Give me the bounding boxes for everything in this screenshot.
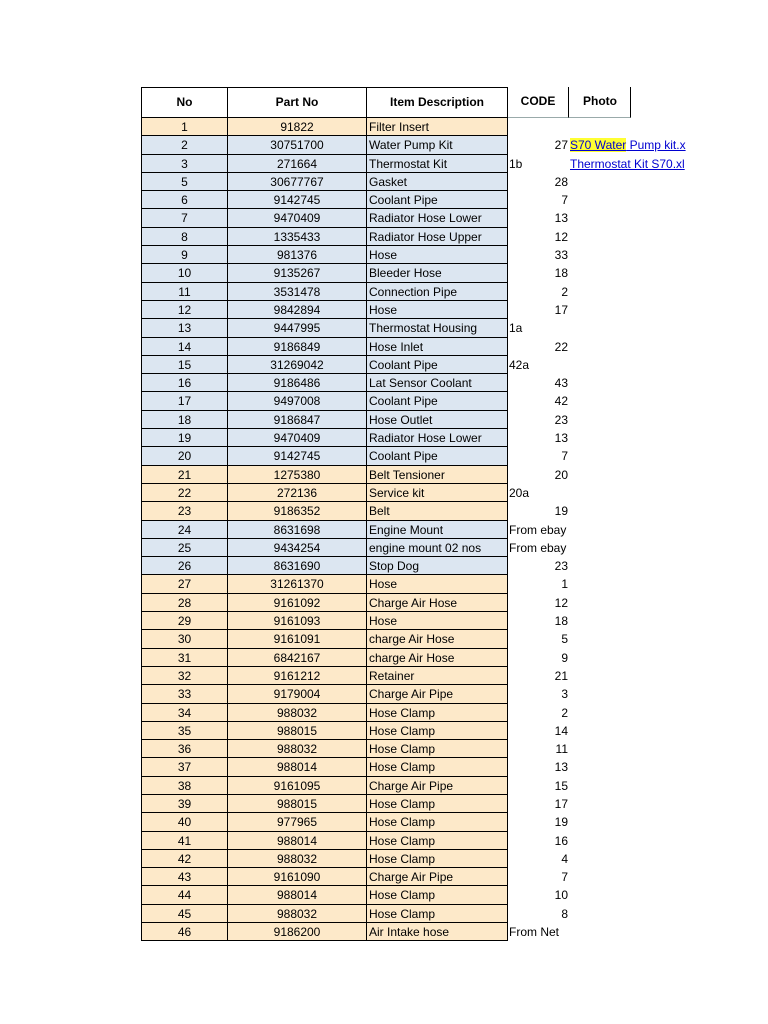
cell-no[interactable]: 35 (141, 722, 227, 740)
cell-code[interactable]: 20a (509, 485, 530, 500)
cell-part-no[interactable]: 9179004 (227, 685, 366, 703)
photo-link[interactable]: Pump kit.x (626, 138, 686, 153)
cell-no[interactable]: 10 (141, 264, 227, 282)
cell-photo[interactable] (569, 466, 699, 484)
cell-no[interactable]: 11 (141, 283, 227, 301)
table-row (141, 447, 699, 465)
cell-photo[interactable] (569, 502, 699, 520)
cell-no[interactable]: 20 (141, 447, 227, 465)
cell-no[interactable]: 29 (141, 612, 227, 630)
cell-item-description[interactable]: Belt (366, 502, 508, 520)
table-row (141, 795, 699, 813)
cell-item-description[interactable]: Hose Clamp (366, 795, 508, 813)
cell-no[interactable]: 24 (141, 521, 227, 539)
cell-item-description[interactable]: Hose Inlet (366, 338, 508, 356)
cell-photo[interactable] (569, 484, 699, 502)
cell-no[interactable]: 31 (141, 649, 227, 667)
cell-code[interactable]: 12 (554, 229, 568, 244)
cell-photo[interactable] (569, 283, 699, 301)
cell-no[interactable]: 39 (141, 795, 227, 813)
cell-code[interactable]: 5 (561, 632, 568, 647)
table-row (141, 429, 699, 447)
cell-code[interactable]: 17 (554, 302, 568, 317)
cell-code[interactable]: 11 (555, 742, 568, 757)
table-row (141, 630, 699, 648)
cell-no[interactable]: 32 (141, 667, 227, 685)
cell-item-description[interactable]: Radiator Hose Upper (366, 228, 508, 246)
cell-part-no[interactable]: 8631690 (227, 557, 366, 575)
cell-no[interactable]: 30 (141, 630, 227, 648)
cell-code[interactable]: From ebay (509, 540, 567, 555)
cell-photo[interactable] (569, 246, 699, 264)
cell-no[interactable]: 44 (141, 886, 227, 904)
cell-photo[interactable] (569, 173, 699, 191)
cell-part-no[interactable]: 3531478 (227, 283, 366, 301)
cell-code[interactable]: 3 (561, 687, 568, 702)
cell-item-description[interactable]: Service kit (366, 484, 508, 502)
cell-part-no[interactable]: 272136 (227, 484, 366, 502)
table-row (141, 356, 699, 374)
cell-photo[interactable] (569, 795, 699, 813)
cell-part-no[interactable]: 988015 (227, 795, 366, 813)
cell-code[interactable]: 14 (554, 723, 568, 738)
cell-photo[interactable] (569, 557, 699, 575)
cell-no[interactable]: 36 (141, 740, 227, 758)
table-row (141, 868, 699, 886)
table-row (141, 905, 699, 923)
cell-item-description[interactable]: Coolant Pipe (366, 356, 508, 374)
cell-no[interactable]: 40 (141, 813, 227, 831)
cell-item-description[interactable]: Hose Clamp (366, 886, 508, 904)
cell-item-description[interactable]: Thermostat Kit (366, 155, 508, 173)
table-row (141, 209, 699, 227)
cell-item-description[interactable]: Hose Clamp (366, 813, 508, 831)
cell-photo[interactable] (569, 374, 699, 392)
cell-part-no[interactable]: 988032 (227, 704, 366, 722)
table-row (141, 136, 699, 154)
table-row (141, 484, 699, 502)
cell-part-no[interactable]: 30751700 (227, 136, 366, 154)
table-body (141, 118, 699, 941)
cell-no[interactable]: 12 (141, 301, 227, 319)
table-row (141, 319, 699, 337)
cell-item-description[interactable]: Bleeder Hose (366, 264, 508, 282)
table-row (141, 758, 699, 776)
cell-photo[interactable] (569, 667, 699, 685)
table-row (141, 649, 699, 667)
cell-item-description[interactable]: Connection Pipe (366, 283, 508, 301)
cell-no[interactable]: 1 (141, 118, 227, 136)
table-row (141, 521, 699, 539)
cell-code[interactable]: 23 (554, 412, 568, 427)
cell-part-no[interactable]: 271664 (227, 155, 366, 173)
cell-item-description[interactable]: Water Pump Kit (366, 136, 508, 154)
cell-code[interactable]: 1 (561, 577, 568, 592)
cell-part-no[interactable]: 9434254 (227, 539, 366, 557)
cell-photo[interactable] (569, 301, 699, 319)
cell-no[interactable]: 5 (141, 173, 227, 191)
cell-code[interactable]: 9 (561, 650, 568, 665)
cell-part-no[interactable]: 9470409 (227, 429, 366, 447)
cell-item-description[interactable]: Engine Mount (366, 521, 508, 539)
cell-item-description[interactable]: Charge Air Pipe (366, 685, 508, 703)
cell-item-description[interactable]: Hose Clamp (366, 704, 508, 722)
table-row (141, 685, 699, 703)
cell-code[interactable]: 19 (554, 504, 568, 519)
cell-photo[interactable] (569, 722, 699, 740)
table-row (141, 264, 699, 282)
cell-no[interactable]: 3 (141, 155, 227, 173)
cell-item-description[interactable]: charge Air Hose (366, 630, 508, 648)
cell-part-no[interactable]: 9161095 (227, 777, 366, 795)
cell-code[interactable]: 7 (561, 193, 568, 208)
cell-photo[interactable] (569, 649, 699, 667)
cell-item-description[interactable]: Hose Clamp (366, 722, 508, 740)
photo-link-highlight[interactable]: S70 Water (570, 138, 627, 153)
cell-part-no[interactable]: 9142745 (227, 447, 366, 465)
cell-code[interactable]: 15 (554, 778, 568, 793)
cell-item-description[interactable]: Hose (366, 246, 508, 264)
cell-code[interactable]: 20 (554, 467, 568, 482)
cell-photo[interactable] (569, 118, 699, 136)
cell-photo[interactable] (569, 850, 699, 868)
cell-item-description[interactable]: Stop Dog (366, 557, 508, 575)
cell-code[interactable]: 8 (561, 906, 568, 921)
cell-photo[interactable] (569, 338, 699, 356)
cell-photo[interactable] (569, 521, 699, 539)
table-row (141, 594, 699, 612)
cell-part-no[interactable]: 91822 (227, 118, 366, 136)
cell-code[interactable]: 13 (554, 760, 568, 775)
cell-no[interactable]: 26 (141, 557, 227, 575)
cell-part-no[interactable]: 9186200 (227, 923, 366, 941)
table-row (141, 466, 699, 484)
cell-code[interactable]: From Net (509, 925, 560, 940)
cell-part-no[interactable]: 9161090 (227, 868, 366, 886)
cell-no[interactable]: 6 (141, 191, 227, 209)
cell-photo[interactable] (569, 209, 699, 227)
cell-no[interactable]: 37 (141, 758, 227, 776)
table-row (141, 155, 699, 173)
table-row (141, 502, 699, 520)
header-part-no[interactable]: Part No (227, 87, 366, 118)
cell-no[interactable]: 13 (141, 319, 227, 337)
table-row (141, 191, 699, 209)
table-row (141, 704, 699, 722)
cell-part-no[interactable]: 9470409 (227, 209, 366, 227)
cell-part-no[interactable]: 977965 (227, 813, 366, 831)
cell-part-no[interactable]: 31269042 (227, 356, 366, 374)
cell-item-description[interactable]: Radiator Hose Lower (366, 429, 508, 447)
cell-photo[interactable] (569, 319, 699, 337)
cell-code[interactable]: 27 (554, 138, 568, 153)
parts-table (141, 87, 699, 941)
cell-no[interactable]: 23 (141, 502, 227, 520)
cell-photo[interactable] (569, 264, 699, 282)
cell-part-no[interactable]: 9142745 (227, 191, 366, 209)
cell-photo[interactable] (569, 704, 699, 722)
cell-item-description[interactable]: Hose Clamp (366, 850, 508, 868)
cell-code[interactable]: From ebay (509, 522, 567, 537)
cell-item-description[interactable]: Hose Outlet (366, 411, 508, 429)
cell-no[interactable]: 21 (141, 466, 227, 484)
cell-code[interactable]: 7 (561, 449, 568, 464)
table-row (141, 886, 699, 904)
cell-part-no[interactable]: 988014 (227, 758, 366, 776)
table-row (141, 813, 699, 831)
cell-part-no[interactable]: 9186352 (227, 502, 366, 520)
header-no[interactable]: No (141, 87, 227, 118)
cell-item-description[interactable]: Hose Clamp (366, 832, 508, 850)
cell-code[interactable]: 16 (554, 833, 568, 848)
cell-photo[interactable] (569, 411, 699, 429)
table-row (141, 338, 699, 356)
cell-photo[interactable] (569, 447, 699, 465)
cell-photo[interactable] (569, 777, 699, 795)
cell-part-no[interactable]: 988032 (227, 905, 366, 923)
table-row (141, 740, 699, 758)
table-row (141, 118, 699, 136)
cell-item-description[interactable]: Charge Air Pipe (366, 777, 508, 795)
cell-photo[interactable] (569, 630, 699, 648)
cell-no[interactable]: 14 (141, 338, 227, 356)
cell-code[interactable]: 28 (554, 174, 568, 189)
cell-no[interactable]: 22 (141, 484, 227, 502)
cell-item-description[interactable]: Retainer (366, 667, 508, 685)
photo-link[interactable]: Thermostat Kit S70.xl (570, 156, 685, 171)
cell-part-no[interactable]: 9842894 (227, 301, 366, 319)
cell-item-description[interactable]: Hose Clamp (366, 758, 508, 776)
cell-code[interactable]: 21 (554, 668, 568, 683)
table-row (141, 575, 699, 593)
cell-part-no[interactable]: 988014 (227, 886, 366, 904)
cell-photo[interactable] (569, 228, 699, 246)
cell-photo[interactable] (569, 594, 699, 612)
cell-part-no[interactable]: 8631698 (227, 521, 366, 539)
cell-photo[interactable] (569, 685, 699, 703)
cell-part-no[interactable]: 31261370 (227, 575, 366, 593)
cell-code[interactable]: 42 (554, 394, 568, 409)
cell-item-description[interactable]: Radiator Hose Lower (366, 209, 508, 227)
cell-code[interactable]: 13 (554, 211, 568, 226)
table-row (141, 374, 699, 392)
cell-photo[interactable] (569, 429, 699, 447)
cell-part-no[interactable]: 988015 (227, 722, 366, 740)
cell-photo[interactable] (569, 575, 699, 593)
table-row (141, 246, 699, 264)
cell-code[interactable]: 18 (554, 614, 568, 629)
cell-no[interactable]: 42 (141, 850, 227, 868)
cell-item-description[interactable]: Hose Clamp (366, 905, 508, 923)
table-row (141, 612, 699, 630)
cell-no[interactable]: 27 (141, 575, 227, 593)
cell-code[interactable]: 13 (554, 431, 568, 446)
cell-item-description[interactable]: Air Intake hose (366, 923, 508, 941)
cell-item-description[interactable]: Charge Air Pipe (366, 868, 508, 886)
cell-part-no[interactable]: 9497008 (227, 392, 366, 410)
cell-code[interactable] (508, 118, 569, 136)
cell-item-description[interactable]: charge Air Hose (366, 649, 508, 667)
cell-item-description[interactable]: Gasket (366, 173, 508, 191)
cell-photo[interactable] (569, 813, 699, 831)
cell-part-no[interactable]: 9161092 (227, 594, 366, 612)
cell-photo[interactable] (569, 886, 699, 904)
cell-part-no[interactable]: 6842167 (227, 649, 366, 667)
cell-part-no[interactable]: 9161093 (227, 612, 366, 630)
cell-photo[interactable] (569, 539, 699, 557)
cell-photo[interactable] (569, 612, 699, 630)
cell-code[interactable]: 12 (554, 595, 568, 610)
table-row (141, 173, 699, 191)
table-row (141, 777, 699, 795)
cell-photo[interactable] (569, 923, 699, 941)
cell-no[interactable]: 9 (141, 246, 227, 264)
cell-item-description[interactable]: Coolant Pipe (366, 191, 508, 209)
cell-no[interactable]: 16 (141, 374, 227, 392)
table-row (141, 557, 699, 575)
cell-code[interactable]: 2 (561, 705, 568, 720)
cell-no[interactable]: 7 (141, 209, 227, 227)
table-row (141, 392, 699, 410)
cell-photo[interactable] (569, 758, 699, 776)
cell-code[interactable]: 10 (554, 888, 568, 903)
header-row (141, 87, 699, 118)
table-row (141, 850, 699, 868)
cell-no[interactable]: 8 (141, 228, 227, 246)
cell-photo[interactable] (569, 740, 699, 758)
cell-code[interactable]: 42a (509, 357, 530, 372)
cell-part-no[interactable]: 1335433 (227, 228, 366, 246)
cell-photo[interactable] (569, 868, 699, 886)
table-row (141, 667, 699, 685)
cell-part-no[interactable]: 988014 (227, 832, 366, 850)
table-row (141, 283, 699, 301)
cell-code[interactable]: 2 (561, 284, 568, 299)
cell-code[interactable]: 1b (509, 156, 523, 171)
cell-code[interactable]: 22 (554, 339, 568, 354)
cell-photo[interactable] (569, 136, 699, 154)
cell-code[interactable]: 33 (554, 248, 568, 263)
cell-part-no[interactable]: 981376 (227, 246, 366, 264)
cell-code[interactable]: 7 (561, 870, 568, 885)
cell-no[interactable]: 41 (141, 832, 227, 850)
cell-code[interactable]: 1a (509, 321, 523, 336)
cell-item-description[interactable]: Coolant Pipe (366, 392, 508, 410)
cell-photo[interactable] (569, 155, 699, 173)
cell-part-no[interactable]: 1275380 (227, 466, 366, 484)
header-item-description[interactable]: Item Description (366, 87, 508, 118)
table-row (141, 923, 699, 941)
cell-item-description[interactable]: Hose (366, 575, 508, 593)
cell-no[interactable]: 46 (141, 923, 227, 941)
cell-no[interactable]: 34 (141, 704, 227, 722)
table-row (141, 301, 699, 319)
cell-item-description[interactable]: Filter Insert (366, 118, 508, 136)
table-row (141, 722, 699, 740)
cell-no[interactable]: 15 (141, 356, 227, 374)
cell-photo[interactable] (569, 356, 699, 374)
cell-no[interactable]: 33 (141, 685, 227, 703)
cell-photo[interactable] (569, 905, 699, 923)
cell-no[interactable]: 17 (141, 392, 227, 410)
cell-part-no[interactable]: 9135267 (227, 264, 366, 282)
cell-item-description[interactable]: Lat Sensor Coolant (366, 374, 508, 392)
cell-part-no[interactable]: 9447995 (227, 319, 366, 337)
table-row (141, 411, 699, 429)
header-code[interactable]: CODE (508, 87, 569, 118)
cell-no[interactable]: 43 (141, 868, 227, 886)
cell-code[interactable]: 43 (554, 376, 568, 391)
cell-item-description[interactable]: Thermostat Housing (366, 319, 508, 337)
cell-photo[interactable] (569, 392, 699, 410)
cell-part-no[interactable]: 988032 (227, 740, 366, 758)
cell-code[interactable]: 18 (554, 266, 568, 281)
cell-no[interactable]: 18 (141, 411, 227, 429)
cell-photo[interactable] (569, 191, 699, 209)
cell-part-no[interactable]: 9186486 (227, 374, 366, 392)
header-photo[interactable]: Photo (569, 87, 631, 118)
cell-no[interactable]: 25 (141, 539, 227, 557)
table-row (141, 832, 699, 850)
table-row (141, 228, 699, 246)
cell-item-description[interactable]: Belt Tensioner (366, 466, 508, 484)
cell-part-no[interactable]: 9161091 (227, 630, 366, 648)
cell-code[interactable]: 17 (554, 796, 568, 811)
cell-code[interactable]: 23 (554, 559, 568, 574)
cell-item-description[interactable]: Hose (366, 301, 508, 319)
cell-part-no[interactable]: 9186847 (227, 411, 366, 429)
cell-item-description[interactable]: Coolant Pipe (366, 447, 508, 465)
cell-item-description[interactable]: Hose Clamp (366, 740, 508, 758)
cell-part-no[interactable]: 988032 (227, 850, 366, 868)
cell-part-no[interactable]: 9186849 (227, 338, 366, 356)
cell-code[interactable]: 4 (561, 851, 568, 866)
cell-item-description[interactable]: engine mount 02 nos (366, 539, 508, 557)
cell-part-no[interactable]: 30677767 (227, 173, 366, 191)
cell-item-description[interactable]: Charge Air Hose (366, 594, 508, 612)
cell-no[interactable]: 19 (141, 429, 227, 447)
cell-photo[interactable] (569, 832, 699, 850)
cell-code[interactable]: 19 (554, 815, 568, 830)
cell-no[interactable]: 2 (141, 136, 227, 154)
table-row (141, 539, 699, 557)
cell-no[interactable]: 45 (141, 905, 227, 923)
cell-item-description[interactable]: Hose (366, 612, 508, 630)
cell-part-no[interactable]: 9161212 (227, 667, 366, 685)
cell-no[interactable]: 28 (141, 594, 227, 612)
cell-no[interactable]: 38 (141, 777, 227, 795)
